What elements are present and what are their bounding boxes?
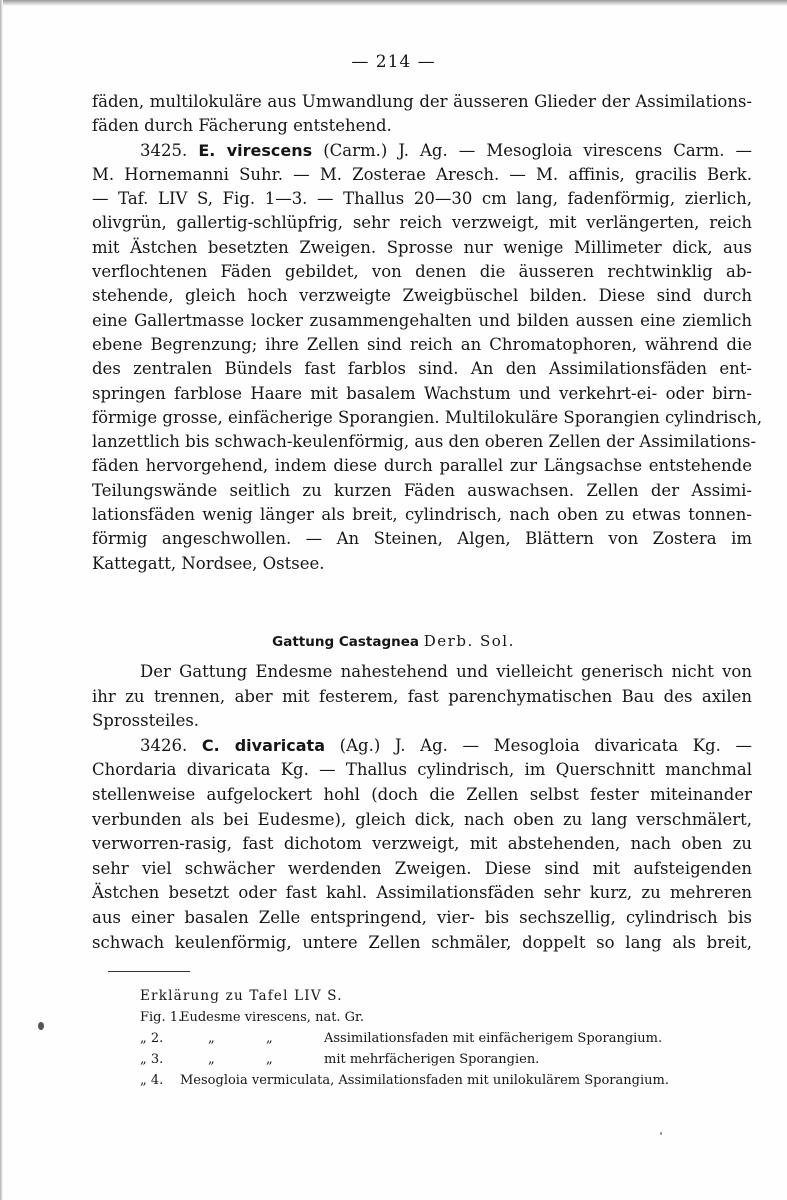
ditto-mark: „	[208, 1052, 215, 1067]
legend-figure-key: „ 3.	[140, 1052, 164, 1067]
text-line: aus einer basalen Zelle entspringend, vier- bis sechszellig, cylindrisch bis	[92, 907, 752, 927]
scan-left-edge	[0, 0, 3, 1200]
species-number: 3425.	[140, 140, 188, 160]
species-synonyms: (Carm.) J. Ag. — Mesogloia virescens Carm. —	[323, 140, 753, 160]
text-line: sehr viel schwächer werdenden Zweigen. Diese sind mit aufsteigenden	[92, 858, 752, 878]
text-line: lationsfäden wenig länger als breit, cylindrisch, nach oben zu etwas tonnen-	[92, 505, 752, 525]
legend-row	[140, 1049, 760, 1070]
legend-row	[140, 1007, 760, 1028]
species-number: 3426.	[140, 735, 188, 755]
ditto-mark: „	[266, 1052, 273, 1067]
text-line: förmige grosse, einfächerige Sporangien. Multilokuläre Sporangien cylindrisch,	[92, 407, 763, 427]
text-line: des zentralen Bündels fast farblos sind. An den Assimilationsfäden ent-	[92, 359, 752, 379]
text-line: fäden durch Fächerung entstehend.	[92, 116, 392, 136]
legend-caption: Assimilationsfaden mit einfächerigem Sporangium.	[324, 1031, 663, 1046]
legend-figure-key: Fig. 1.	[140, 1010, 183, 1025]
text-line: Der Gattung Endesme nahestehend und vielleicht generisch nicht von	[140, 662, 752, 681]
ditto-mark: „	[208, 1031, 215, 1046]
text-line: springen farblose Haare mit basalem Wachstum und verkehrt-ei- oder birn-	[92, 383, 752, 403]
species-3425-block	[92, 90, 763, 576]
text-line: mit Ästchen besetzten Zweigen. Sprosse nur wenige Millimeter dick, aus	[92, 237, 752, 257]
legend-caption: Mesogloia vermiculata, Assimilationsfaden mit unilokulärem Sporangium.	[180, 1073, 669, 1088]
text-line: ebene Begrenzung; ihre Zellen sind reich an Chromatophoren, während die	[92, 334, 752, 354]
text-line: fäden, multilokuläre aus Umwandlung der äusseren Glieder der Assimilations-	[92, 92, 752, 111]
species-entry-heading	[92, 734, 752, 759]
genus-castagnea-block	[92, 660, 752, 955]
legend-caption: mit mehrfächerigen Sporangien.	[324, 1052, 540, 1067]
text-line: stehende, gleich hoch verzweigte Zweigbüschel bilden. Diese sind durch	[92, 286, 752, 306]
text-line: lanzettlich bis schwach-keulenförmig, aus den oberen Zellen der Assimilations-	[92, 432, 757, 452]
text-line: verflochtenen Fäden gebildet, von denen die äusseren rechtwinklig ab-	[92, 262, 752, 282]
text-line: Chordaria divaricata Kg. — Thallus cylindrisch, im Querschnitt manchmal	[92, 760, 752, 780]
text-line: Ästchen besetzt oder fast kahl. Assimilationsfäden sehr kurz, zu mehreren	[92, 883, 752, 903]
scan-top-edge	[0, 0, 787, 6]
species-synonyms: (Ag.) J. Ag. — Mesogloia divaricata Kg. —	[339, 735, 753, 755]
text-line: Kattegatt, Nordsee, Ostsee.	[92, 553, 325, 573]
legend-row	[140, 1028, 760, 1049]
genus-name: Gattung Castagnea	[272, 634, 419, 650]
species-name: C. divaricata	[201, 735, 325, 755]
text-line: ihr zu trennen, aber mit festerem, fast parenchymatischen Bau des axilen	[92, 686, 752, 706]
ditto-mark: „	[266, 1031, 273, 1046]
species-entry-heading	[92, 139, 752, 163]
footnote-divider	[108, 971, 190, 972]
text-line: schwach keulenförmig, untere Zellen schmäler, doppelt so lang als breit,	[92, 932, 752, 952]
text-line: fäden hervorgehend, indem diese durch parallel zur Längsachse entstehende	[92, 456, 752, 476]
text-line: — Taf. LIV S, Fig. 1—3. — Thallus 20—30 cm lang, fadenförmig, zierlich,	[92, 189, 752, 209]
legend-row	[140, 1070, 760, 1091]
page-number: — 214 —	[351, 52, 436, 72]
text-line: Sprossteiles.	[92, 711, 200, 731]
text-line: olivgrün, gallertig-schlüpfrig, sehr reich verzweigt, mit verlängerten, reich	[92, 213, 752, 233]
legend-figure-key: „ 2.	[140, 1031, 164, 1046]
text-line: stellenweise aufgelockert hohl (doch die Zellen selbst fester miteinander	[92, 784, 752, 804]
text-line: M. Hornemanni Suhr. — M. Zosterae Aresch. — M. affinis, gracilis Berk.	[92, 164, 752, 184]
scan-speck	[660, 1132, 662, 1135]
text-line: verbunden als bei Eudesme), gleich dick, nach oben zu lang verschmälert,	[92, 809, 752, 829]
text-line: verworren-rasig, fast dichotom verzweigt, mit abstehenden, nach oben zu	[92, 834, 752, 854]
legend-title: Erklärung zu Tafel LIV S.	[140, 988, 343, 1004]
text-line: eine Gallertmasse locker zusammengehalten und bilden aussen eine ziemlich	[92, 310, 752, 330]
text-line: Teilungswände seitlich zu kurzen Fäden auswachsen. Zellen der Assimi-	[92, 480, 752, 500]
scan-speck	[38, 1022, 44, 1030]
genus-author: Derb. Sol.	[423, 632, 515, 650]
legend-caption: Eudesme virescens, nat. Gr.	[180, 1010, 364, 1025]
legend-title-row	[140, 986, 760, 1007]
plate-legend	[140, 986, 760, 1091]
text-line: förmig angeschwollen. — An Steinen, Algen, Blättern von Zostera im	[92, 529, 752, 549]
species-name: E. virescens	[198, 140, 313, 160]
legend-figure-key: „ 4.	[140, 1073, 164, 1088]
genus-heading	[0, 632, 787, 650]
